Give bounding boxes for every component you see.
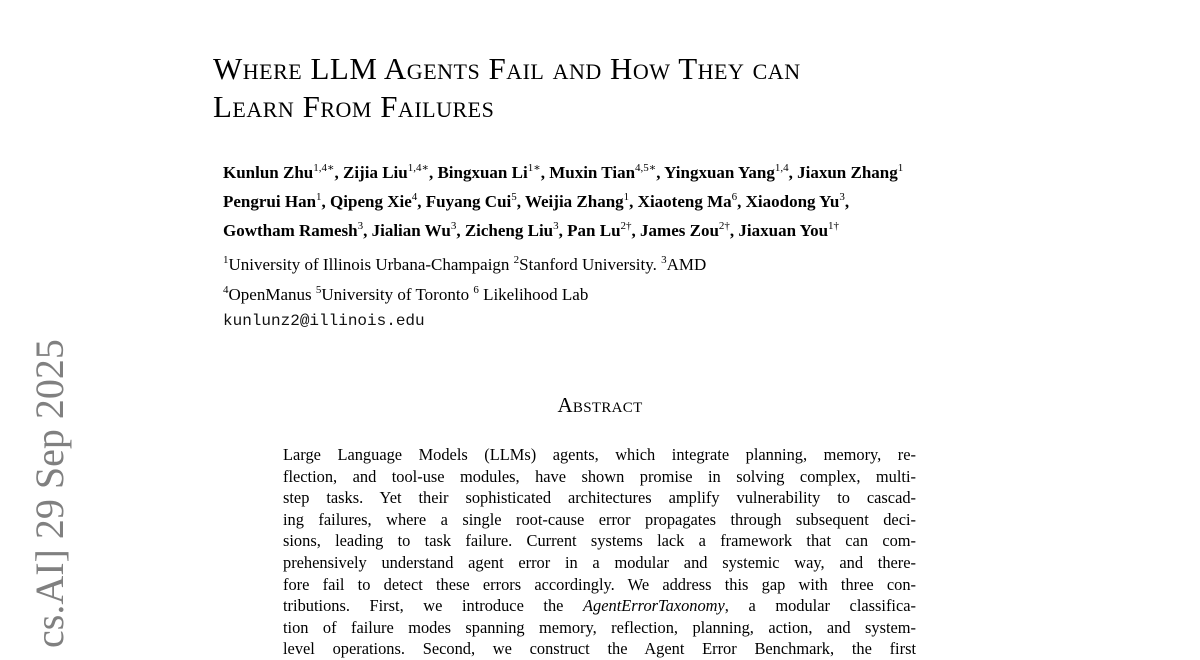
abstract-text: , a modular classifica- [724,596,916,616]
author-line-3 [223,216,1183,245]
paper-title [213,50,1113,126]
author-name: Xiaoteng Ma [637,192,732,211]
abstract-heading: Abstract [557,393,643,417]
author-name: Weijia Zhang [524,192,624,211]
author-name: Pan Lu [567,221,621,240]
author-affil-sup: 1,4∗ [313,162,335,174]
author-affil-sup: 6 [731,191,738,203]
author-affil-sup: 5 [511,191,517,203]
abstract-line: step tasks. Yet their sophisticated architectures amplify vulnerability to cascad- [283,488,916,508]
affil-sup: 1 [223,254,229,266]
author-separator: , [656,163,665,182]
affil-sup: 6 [473,284,479,296]
author-affil-sup: 1∗ [527,162,541,174]
title-line-2: Learn From Failures [213,89,495,124]
author-list [223,158,1183,245]
author-name: James Zou [640,221,719,240]
abstract-line: tion of failure modes spanning memory, reflection, planning, action, and system- [283,617,916,637]
affil-sup: 4 [223,284,229,296]
author-separator: , [540,163,550,182]
author-separator: , [629,192,638,211]
author-affil-sup: 3 [553,220,559,232]
affiliation-name: University of Illinois Urbana-Champaign [228,255,514,274]
author-name: Gowtham Ramesh [223,221,358,240]
affiliation-list [223,250,1123,310]
affil-sup: 5 [315,284,322,296]
abstract-body [283,444,916,659]
author-separator: , [321,192,331,211]
affiliation-line-2 [223,280,1123,310]
affiliation-line-1 [223,250,1123,280]
author-affil-sup: 1,4 [774,162,789,174]
arxiv-side-stamp: cs.AI] 29 Sep 2025 [27,339,72,648]
author-affil-sup: 2† [718,220,730,232]
author-separator: , [417,192,426,211]
author-affil-sup: 4 [411,191,418,203]
author-line-2 [223,187,1183,216]
author-name: Fuyang Cui [425,192,512,211]
author-separator: , [737,192,746,211]
affil-sup: 2 [513,254,520,266]
author-affil-sup: 3 [839,191,845,203]
author-affil-sup: 3 [357,220,364,232]
author-name: Xiaodong Yu [745,192,840,211]
author-name: Pengrui Han [223,192,317,211]
title-line-1: Where LLM Agents Fail and How They can [213,51,801,86]
author-affil-sup: 3 [450,220,457,232]
affiliation-name: OpenManus [228,285,316,304]
author-separator: , [631,221,641,240]
author-affil-sup: 1† [828,220,840,232]
author-separator: , [363,221,372,240]
author-affil-sup: 1,4∗ [407,162,429,174]
author-separator: , [428,163,438,182]
author-name: Jialian Wu [371,221,451,240]
author-separator: , [516,192,525,211]
contact-email[interactable]: kunlunz2@illinois.edu [223,312,425,330]
author-affil-sup: 1 [623,191,630,203]
abstract-line: sions, leading to task failure. Current systems lack a framework that can com- [283,531,916,551]
author-separator: , [456,221,465,240]
author-separator: , [788,163,798,182]
taxonomy-emphasis: AgentErrorTaxonomy [583,596,725,616]
author-name: Kunlun Zhu [223,163,314,182]
author-name: Muxin Tian [549,163,636,182]
abstract-line: flection, and tool-use modules, have shown promise in solving complex, multi- [283,466,916,486]
author-affil-sup: 1 [897,162,904,174]
author-name: Jiaxun Zhang [797,163,898,182]
author-line-1 [223,158,1183,187]
affiliation-name: Likelihood Lab [478,285,589,304]
abstract-line: ing failures, where a single root-cause error propagates through subsequent deci- [283,509,916,529]
author-name: Zicheng Liu [464,221,554,240]
author-separator: , [729,221,739,240]
affil-sup: 3 [661,254,667,266]
author-name: Qipeng Xie [330,192,412,211]
author-affil-sup: 1 [316,191,322,203]
abstract-line-partial: level operations. Second, we construct the Agent Error Benchmark, the first [283,639,916,659]
abstract-line: Large Language Models (LLMs) agents, which integrate planning, memory, re- [283,445,916,464]
abstract-line: fore fail to detect these errors accordingly. We address this gap with three con- [283,574,916,594]
author-name: Jiaxuan You [738,221,829,240]
affiliation-name: University of Toronto [321,285,474,304]
affiliation-name: AMD [666,255,707,274]
affiliation-name: Stanford University. [519,255,662,274]
author-separator: , [334,163,343,182]
abstract-line: prehensively understand agent error in a modular and systemic way, and there- [283,552,916,572]
author-name: Bingxuan Li [437,163,528,182]
abstract-text: tributions. First, we introduce the [283,596,584,616]
author-affil-sup: 4,5∗ [635,162,657,174]
abstract-line [283,595,916,617]
author-name: Yingxuan Yang [664,163,775,182]
author-name: Zijia Liu [343,163,408,182]
author-separator: , [844,192,850,211]
author-separator: , [558,221,568,240]
author-affil-sup: 2† [620,220,632,232]
